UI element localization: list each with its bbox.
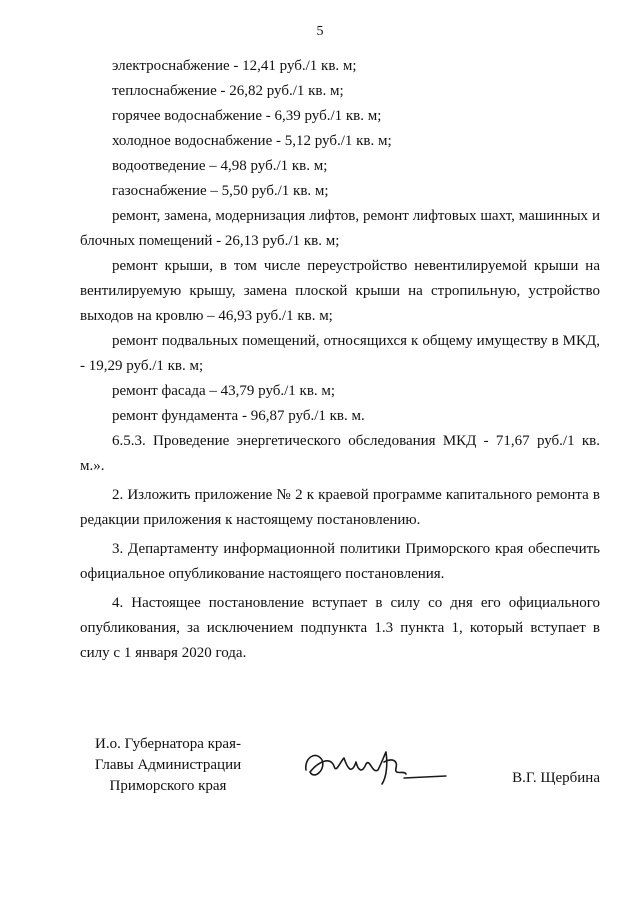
- signatory-title: [80, 734, 256, 797]
- tariff-foundation: ремонт фундамента - 96,87 руб./1 кв. м.: [112, 408, 365, 424]
- tariff-facade: ремонт фасада – 43,79 руб./1 кв. м;: [112, 383, 336, 399]
- signatory-title-line: И.о. Губернатора края-: [95, 736, 241, 752]
- document-body: [80, 54, 600, 666]
- signature-underline: [404, 776, 446, 778]
- clause-4: 4. Настоящее постановление вступает в силу со дня его официального опубликования, за исключением подпункта 1.3 пункта 1, который вступает в силу с 1 января 2020 года.: [80, 595, 600, 661]
- tariff-hot-water: горячее водоснабжение - 6,39 руб./1 кв. м;: [112, 108, 382, 124]
- tariff-gas: газоснабжение – 5,50 руб./1 кв. м;: [112, 183, 329, 199]
- tariff-roof: ремонт крыши, в том числе переустройство невентилируемой крыши на вентилируемую крышу, замена плоской крыши на стропильную, устройство выходов на кровлю – 46,93 руб./1 кв. м;: [80, 258, 600, 324]
- signatory-name: В.Г. Щербина: [512, 770, 600, 786]
- page-number: 5: [316, 24, 324, 39]
- tariff-cold-water: холодное водоснабжение - 5,12 руб./1 кв. м;: [112, 133, 392, 149]
- tariff-sewerage: водоотведение – 4,98 руб./1 кв. м;: [112, 158, 328, 174]
- clause-3: 3. Департаменту информационной политики Приморского края обеспечить официальное опубликование настоящего постановления.: [80, 541, 600, 582]
- signatory-title-line: Приморского края: [109, 778, 227, 794]
- tariff-heating: теплоснабжение - 26,82 руб./1 кв. м;: [112, 83, 344, 99]
- clause-2: 2. Изложить приложение № 2 к краевой программе капитального ремонта в редакции приложения к настоящему постановлению.: [80, 487, 600, 528]
- signature-stroke: [306, 752, 406, 784]
- signatory-title-line: Главы Администрации: [94, 757, 242, 773]
- item-6-5-3: 6.5.3. Проведение энергетического обследования МКД - 71,67 руб./1 кв. м.».: [80, 433, 600, 474]
- handwritten-signature: [300, 740, 450, 792]
- tariff-elevators: ремонт, замена, модернизация лифтов, ремонт лифтовых шахт, машинных и блочных помещений - 26,13 руб./1 кв. м;: [80, 208, 600, 249]
- tariff-basement: ремонт подвальных помещений, относящихся к общему имуществу в МКД, - 19,29 руб./1 кв. м;: [80, 333, 600, 374]
- tariff-electricity: электроснабжение - 12,41 руб./1 кв. м;: [112, 58, 357, 74]
